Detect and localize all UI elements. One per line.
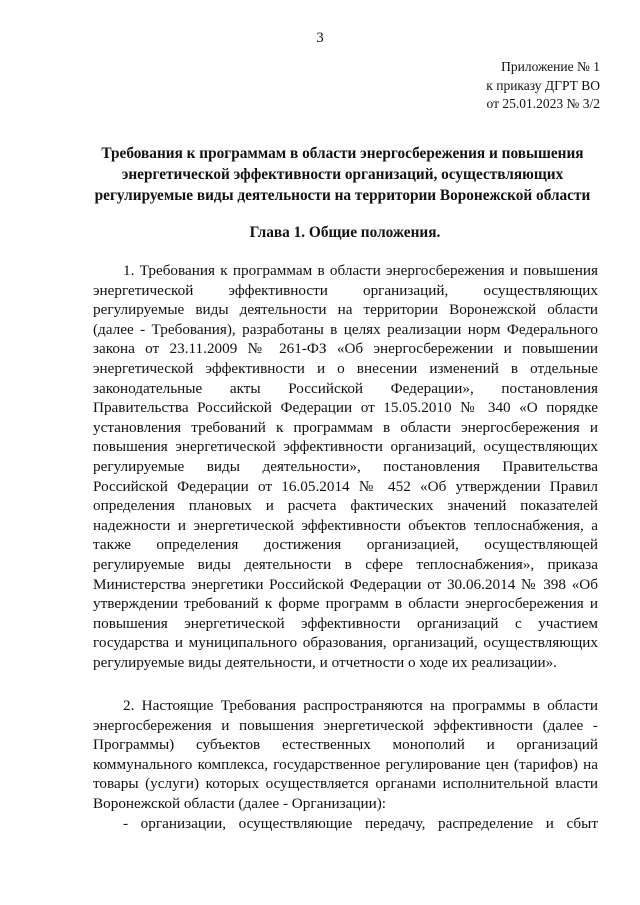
text-line: установления требований к программам в области энергосбережения и <box>93 418 598 436</box>
paragraph-2 <box>93 696 598 833</box>
text-line: надежности и энергетической эффективности объектов теплоснабжения, а <box>93 516 598 534</box>
text-line: энергетической эффективности и о внесении изменений в отдельные <box>93 359 598 377</box>
text-line: законодательные акты Российской Федерации», постановления <box>93 379 598 397</box>
text-line: Российской Федерации от 16.05.2014 № 452 «Об утверждении Правил <box>93 477 598 495</box>
text-line: 1. Требования к программам в области энергосбережения и повышения <box>123 262 598 279</box>
title-line: энергетической эффективности организаций, осуществляющих <box>121 166 564 183</box>
text-line: Программы) субъектов естественных монополий и организаций <box>93 736 598 754</box>
paragraph-1 <box>93 261 598 672</box>
text-line: товары (услуги) которых осуществляется органами исполнительной власти <box>93 775 598 793</box>
text-line: - организации, осуществляющие передачу, распределение и сбыт <box>123 814 598 832</box>
text-line: Министерства энергетики Российской Федерации от 30.06.2014 № 398 «Об <box>93 575 598 593</box>
appendix-line: к приказу ДГРТ ВО <box>486 77 600 93</box>
text-line: 2. Настоящие Требования распространяются на программы в области <box>123 697 598 714</box>
appendix-line: Приложение № 1 <box>501 59 600 74</box>
text-line: повышения энергетической эффективности организаций, осуществляющих <box>93 438 598 456</box>
chapter-heading: Глава 1. Общие положения. <box>249 224 441 241</box>
text-line: регулируемые виды деятельности», постановления Правительства <box>93 457 598 475</box>
text-line: определения плановых и расчета фактических значений показателей <box>93 497 598 515</box>
text-line: (далее - Требования), разработаны в целях реализации норм Федерального <box>93 320 598 338</box>
text-line: государства и муниципального образования, организаций, осуществляющих <box>93 634 598 652</box>
text-line: утверждении требований к форме программ в области энергосбережения и <box>93 595 598 613</box>
appendix-line: от 25.01.2023 № 3/2 <box>486 96 600 111</box>
text-line: регулируемые виды деятельности на территории Воронежской области <box>93 301 598 319</box>
text-line: закона от 23.11.2009 № 261-ФЗ «Об энергосбережении и повышении <box>93 340 598 358</box>
title-line: регулируемые виды деятельности на территории Воронежской области <box>94 187 591 204</box>
text-line: регулируемые виды деятельности, и отчетности о ходе их реализации». <box>93 653 557 671</box>
text-line: коммунального комплекса, государственное регулирование цен (тарифов) на <box>93 755 598 773</box>
page-number: 3 <box>316 30 324 46</box>
document-title <box>85 143 600 206</box>
text-line: энергетической эффективности организаций, осуществляющих <box>93 281 598 299</box>
text-line: Правительства Российской Федерации от 15.05.2010 № 340 «О порядке <box>93 399 598 417</box>
appendix-block <box>486 58 600 114</box>
text-line: Воронежской области (далее - Организации): <box>93 794 386 812</box>
text-line: регулируемые виды деятельности в сфере теплоснабжения», приказа <box>93 555 598 573</box>
text-line: также определения достижения организацией, осуществляющей <box>93 536 598 554</box>
title-line: Требования к программам в области энергосбережения и повышения <box>101 145 584 162</box>
text-line: повышения энергетической эффективности организаций с участием <box>93 614 598 632</box>
text-line: энергосбережения и повышения энергетической эффективности (далее - <box>93 716 598 734</box>
